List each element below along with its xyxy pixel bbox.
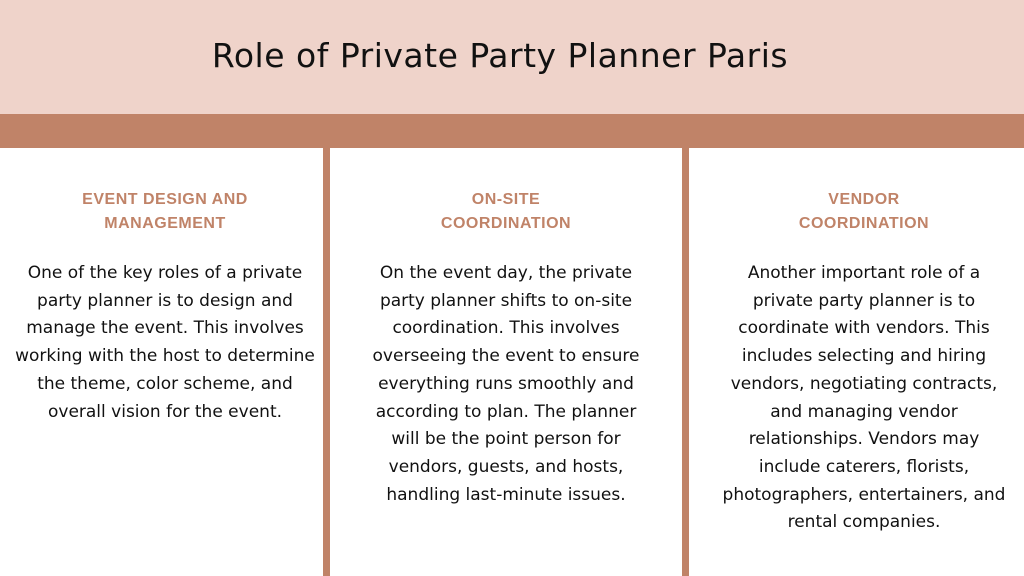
column-divider-right — [682, 114, 689, 576]
column-event-design — [14, 188, 316, 426]
column-body-text: Another important role of a private party planner is to coordinate with vendors. This includes selecting and hiring vendors, negotiating contracts, and managing vendor relationships. Vendors may include caterers, florists, photographers, entertainers, and rental companies. — [722, 263, 1006, 533]
column-heading-line: COORDINATION — [798, 215, 930, 232]
column-heading-line: ON-SITE — [471, 191, 541, 208]
column-on-site-coordination — [362, 188, 650, 509]
column-heading-line: COORDINATION — [440, 215, 572, 232]
slide-title: Role of Private Party Planner Paris — [211, 36, 789, 75]
column-heading — [362, 188, 650, 236]
title-header — [0, 0, 1024, 114]
column-heading — [14, 188, 316, 236]
column-heading-line: VENDOR — [828, 191, 900, 208]
column-vendor-coordination — [716, 188, 1012, 537]
column-heading-line: EVENT DESIGN AND — [82, 191, 248, 208]
column-body-text: One of the key roles of a private party planner is to design and manage the event. This involves working with the host to determine the theme, color scheme, and overall vision for the event. — [15, 263, 315, 422]
accent-band — [0, 114, 1024, 148]
column-body-text: On the event day, the private party planner shifts to on-site coordination. This involves overseeing the event to ensure everything runs smoothly and according to plan. The planner will be the point person for vendors, guests, and hosts, handling last-minute issues. — [372, 263, 640, 505]
column-divider-left — [323, 114, 330, 576]
column-heading — [716, 188, 1012, 236]
column-heading-line: MANAGEMENT — [104, 215, 226, 232]
